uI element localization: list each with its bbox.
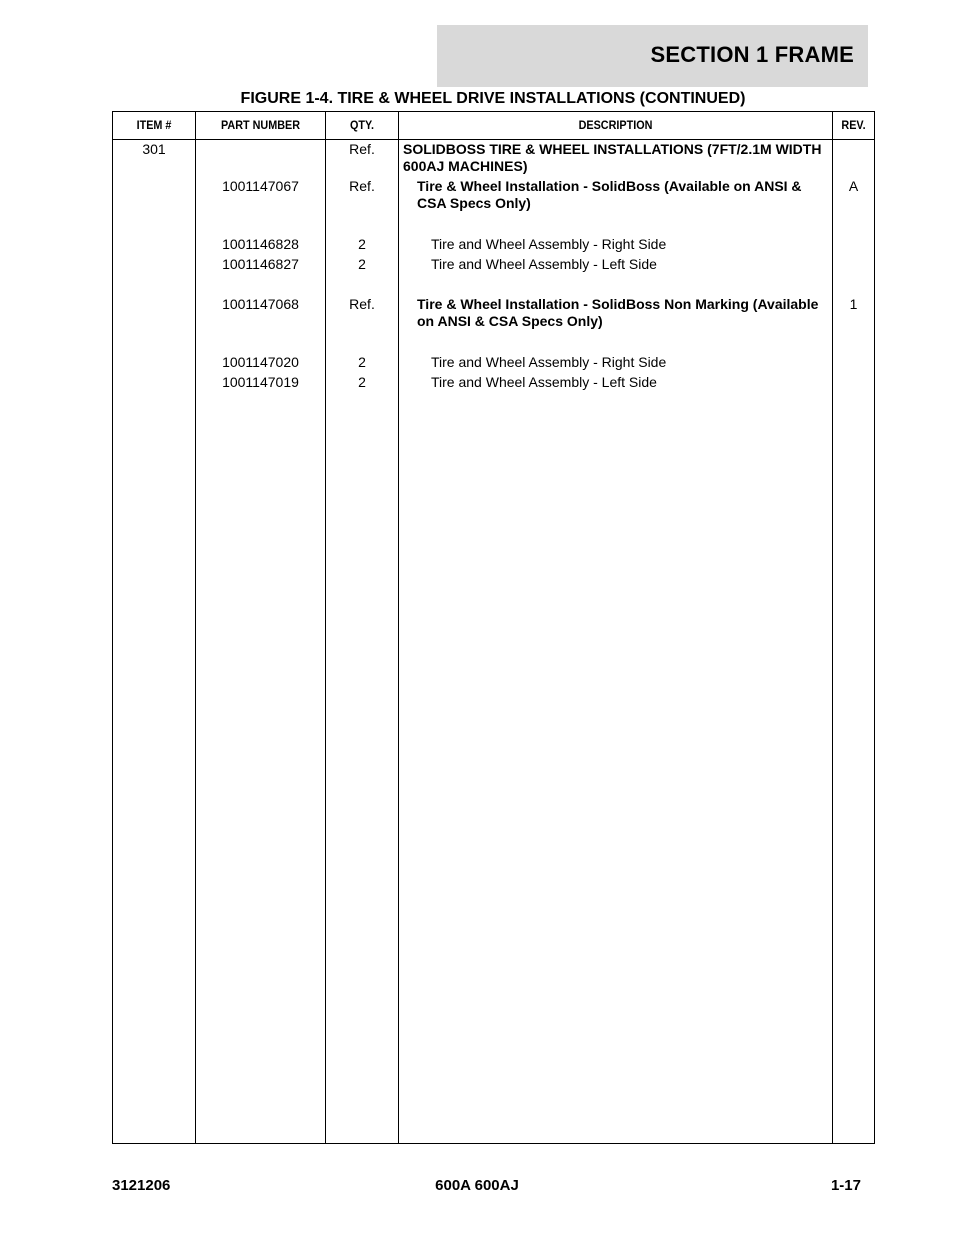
- qty-cell: 2: [358, 374, 366, 390]
- qty-cell: Ref.: [349, 296, 375, 312]
- part-number-cell: 1001147068: [222, 296, 299, 312]
- footer-page-number: 1-17: [830, 1177, 861, 1194]
- column-divider: [832, 112, 833, 1143]
- qty-cell: Ref.: [349, 178, 375, 194]
- rev-cell: 1: [849, 296, 858, 312]
- qty-cell: 2: [358, 256, 366, 272]
- figure-title: FIGURE 1-4. TIRE & WHEEL DRIVE INSTALLATIONS (CONTINUED): [240, 90, 746, 107]
- header-item: ITEM #: [136, 118, 172, 132]
- header-qty: QTY.: [349, 118, 374, 132]
- footer-doc-number: 3121206: [112, 1177, 171, 1194]
- section-banner: [437, 25, 868, 87]
- footer-models: 600A 600AJ: [435, 1177, 519, 1194]
- description-cell: Tire & Wheel Installation - SolidBoss Non Marking (Available on ANSI & CSA Specs Only): [417, 296, 819, 329]
- part-number-cell: 1001146828: [222, 236, 299, 252]
- part-number-cell: 1001147067: [222, 178, 299, 194]
- item-number: 301: [142, 141, 166, 157]
- description-cell: SOLIDBOSS TIRE & WHEEL INSTALLATIONS (7FT/2.1M WIDTH 600AJ MACHINES): [403, 141, 822, 174]
- part-number-cell: 1001147020: [222, 354, 299, 370]
- description-cell: Tire and Wheel Assembly - Left Side: [431, 374, 657, 390]
- parts-table: [112, 111, 875, 1144]
- qty-cell: 2: [358, 354, 366, 370]
- header-description: DESCRIPTION: [578, 118, 653, 132]
- qty-cell: Ref.: [349, 141, 375, 157]
- description-cell: Tire and Wheel Assembly - Right Side: [431, 236, 667, 252]
- description-cell: Tire and Wheel Assembly - Right Side: [431, 354, 667, 370]
- part-number-cell: 1001146827: [222, 256, 299, 272]
- description-cell: Tire and Wheel Assembly - Left Side: [431, 256, 657, 272]
- column-divider: [398, 112, 399, 1143]
- qty-cell: 2: [358, 236, 366, 252]
- part-number-cell: 1001147019: [222, 374, 299, 390]
- header-rev: REV.: [841, 118, 866, 132]
- description-cell: Tire & Wheel Installation - SolidBoss (Available on ANSI & CSA Specs Only): [417, 178, 802, 211]
- header-part-number: PART NUMBER: [220, 118, 301, 132]
- rev-cell: A: [848, 178, 859, 194]
- section-title: SECTION 1 FRAME: [650, 42, 854, 67]
- table-header-row: [113, 112, 874, 140]
